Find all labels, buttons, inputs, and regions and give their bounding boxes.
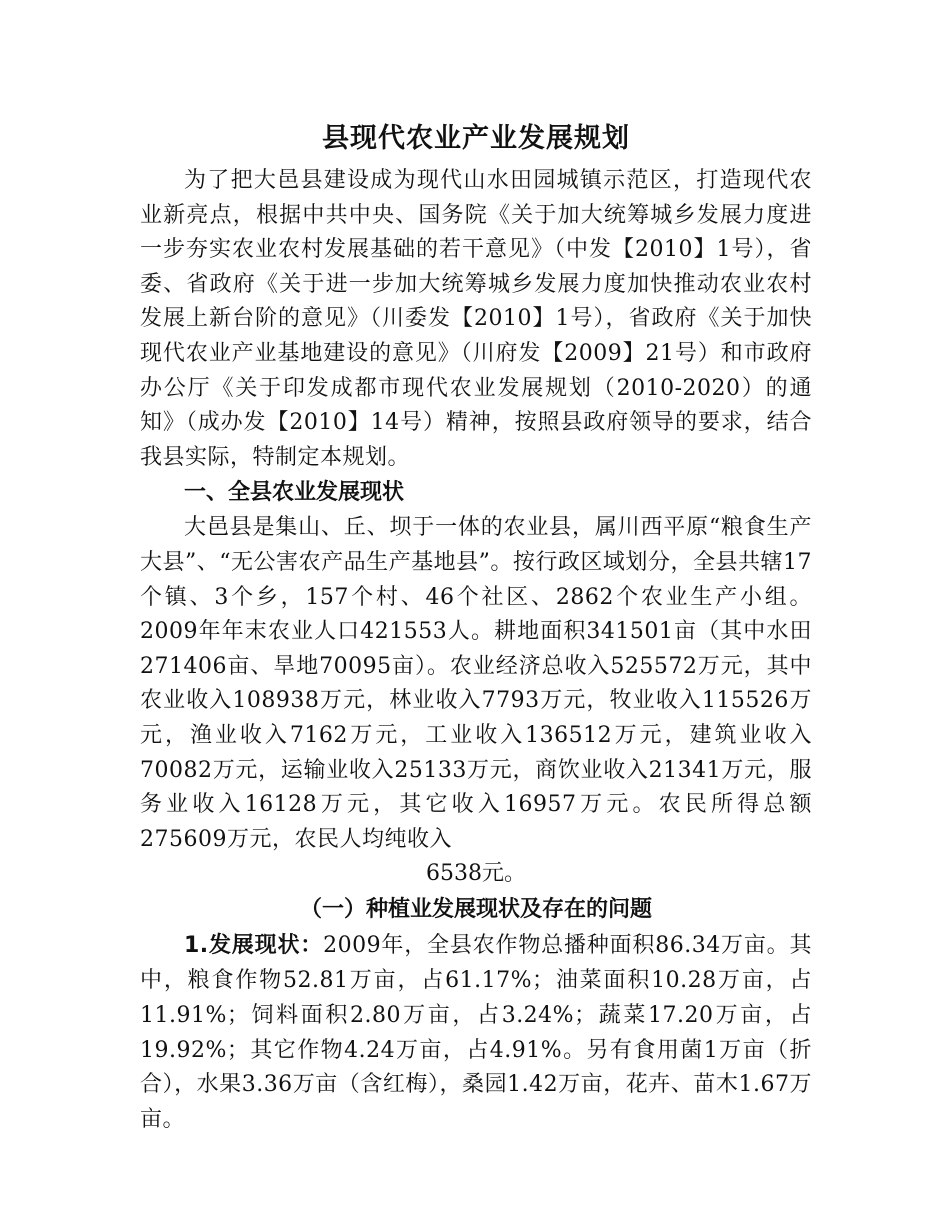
intro-paragraph: 为了把大邑县建设成为现代山水田园城镇示范区，打造现代农业新亮点，根据中共中央、国务院《关于加大统筹城乡发展力度进一步夯实农业农村发展基础的若干意见》（中发【2010】1号），省委、省政府《关于进一步加大统筹城乡发展力度加快推动农业农村发展上新台阶的意见》（川委发【2010】1号），省政府《关于加快现代农业产业基地建设的意见》（川府发【2009】21号）和市政府办公厅《关于印发成都市现代农业发展规划（2010-2020）的通知》（成办发【2010】14号）精神，按照县政府领导的要求，结合我县实际，特制定本规划。 bbox=[140, 168, 812, 470]
subsection-1-body: 2009年，全县农作物总播种面积86.34万亩。其中，粮食作物52.81万亩，占61.17%；油菜面积10.28万亩，占11.91%；饲料面积2.80万亩，占3.24%；蔬菜17.20万亩，占19.92%；其它作物4.24万亩，占4.91%。另有食用菌1万亩（折合），水果3.36万亩（含红梅），桑园1.42万亩，花卉、苗木1.67万亩。 bbox=[140, 933, 812, 1133]
section-1-tail-line: 6538元。 bbox=[426, 861, 526, 887]
section-1-paragraph: 大邑县是集山、丘、坝于一体的农业县，属川西平原“粮食生产大县”、“无公害农产品生产基地县”。按行政区域划分，全县共辖17个镇、3个乡，157个村、46个社区、2862个农业生产小组。2009年年末农业人口421553人。耕地面积341501亩（其中水田271406亩、旱地70095亩）。农业经济总收入525572万元，其中农业收入108938万元，林业收入7793万元，牧业收入115526万元，渔业收入7162万元，工业收入136512万元，建筑业收入70082万元，运输业收入25133万元，商饮业收入21341万元，服务业收入16128万元，其它收入16957万元。农民所得总额275609万元，农民人均纯收入 bbox=[140, 515, 812, 852]
subsection-1-lead: 1.发展现状： bbox=[184, 933, 324, 959]
subsection-heading-1: （一）种植业发展现状及存在的问题 bbox=[299, 897, 652, 923]
section-heading-1: 一、全县农业发展现状 bbox=[184, 480, 405, 506]
document-page bbox=[140, 118, 812, 1138]
subsection-1-paragraph bbox=[140, 929, 812, 1138]
document-title: 县现代农业产业发展规划 bbox=[322, 123, 630, 154]
